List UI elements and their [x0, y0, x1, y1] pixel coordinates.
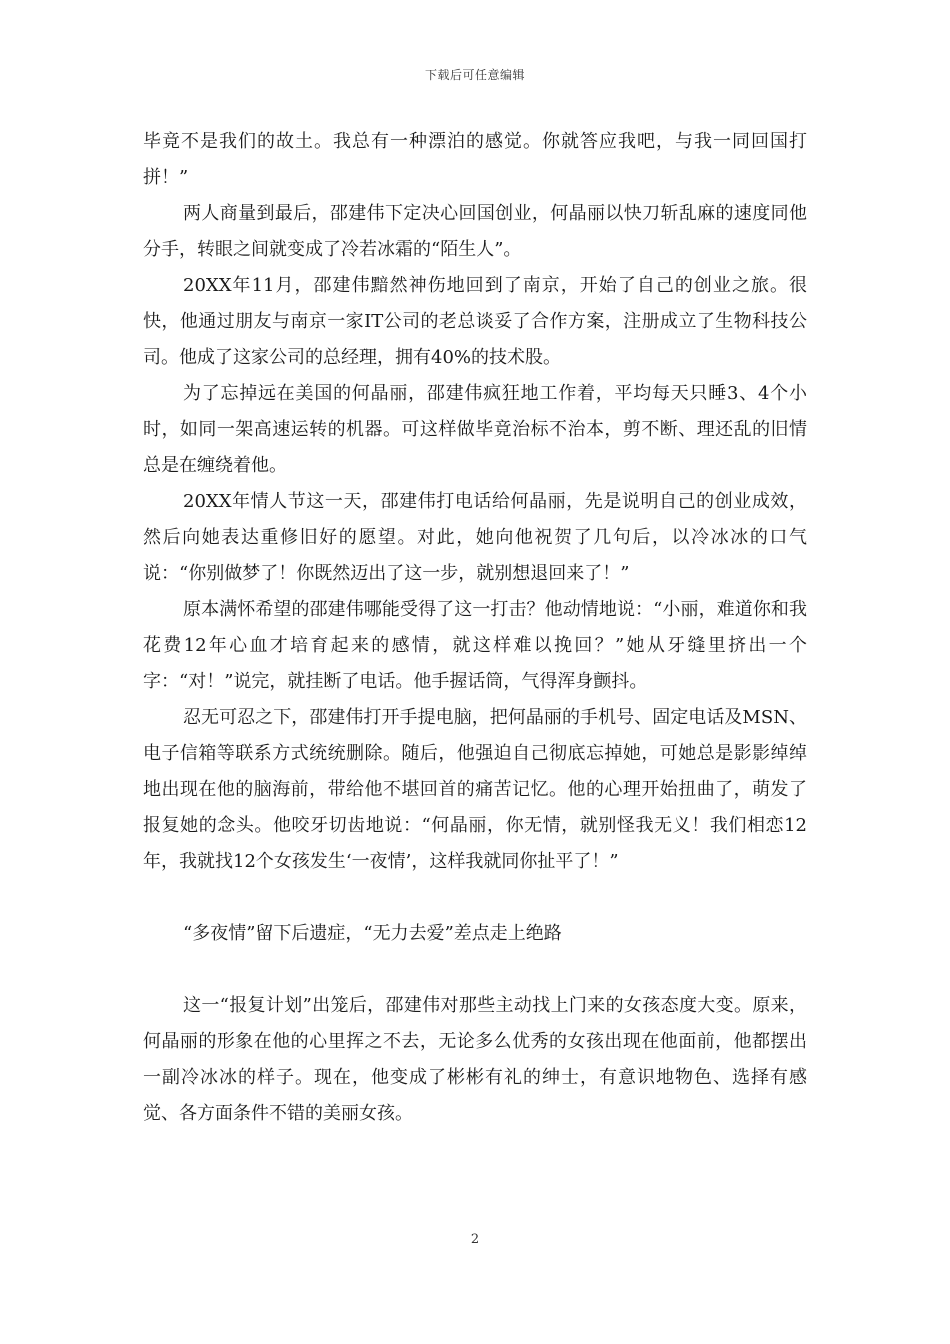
- paragraph: 两人商量到最后，邵建伟下定决心回国创业，何晶丽以快刀斩乱麻的速度同他分手，转眼之间就变成了冷若冰霜的“陌生人”。: [143, 203, 807, 260]
- page-header: 下载后可任意编辑: [424, 68, 525, 82]
- section-heading: “多夜情”留下后遗症，“无力去爱”差点走上绝路: [183, 923, 562, 944]
- paragraph: 为了忘掉远在美国的何晶丽，邵建伟疯狂地工作着，平均每天只睡3、4个小时，如同一架高速运转的机器。可这样做毕竟治标不治本，剪不断、理还乱的旧情总是在缠绕着他。: [143, 383, 807, 476]
- document-body: [143, 124, 807, 1132]
- paragraph: 毕竟不是我们的故土。我总有一种漂泊的感觉。你就答应我吧，与我一同回国打拼！”: [143, 131, 807, 188]
- paragraph: 20XX年11月，邵建伟黯然神伤地回到了南京，开始了自己的创业之旅。很快，他通过朋友与南京一家IT公司的老总谈妥了合作方案，注册成立了生物科技公司。他成了这家公司的总经理，拥有40%的技术股。: [143, 275, 807, 368]
- paragraph: 这一“报复计划”出笼后，邵建伟对那些主动找上门来的女孩态度大变。原来，何晶丽的形象在他的心里挥之不去，无论多么优秀的女孩出现在他面前，他都摆出一副冷冰冰的样子。现在，他变成了彬彬有礼的绅士，有意识地物色、选择有感觉、各方面条件不错的美丽女孩。: [143, 995, 807, 1124]
- page-number: 2: [470, 1232, 480, 1247]
- paragraph: 忍无可忍之下，邵建伟打开手提电脑，把何晶丽的手机号、固定电话及MSN、电子信箱等联系方式统统删除。随后，他强迫自己彻底忘掉她，可她总是影影绰绰地出现在他的脑海前，带给他不堪回首的痛苦记忆。他的心理开始扭曲了，萌发了报复她的念头。他咬牙切齿地说：“何晶丽，你无情，就别怪我无义！我们相恋12年，我就找12个女孩发生‘一夜情’，这样我就同你扯平了！”: [143, 707, 807, 872]
- paragraph: 原本满怀希望的邵建伟哪能受得了这一打击？他动情地说：“小丽，难道你和我花费12年心血才培育起来的感情，就这样难以挽回？”她从牙缝里挤出一个字：“对！”说完，就挂断了电话。他手握话筒，气得浑身颤抖。: [143, 599, 807, 692]
- paragraph: 20XX年情人节这一天，邵建伟打电话给何晶丽，先是说明自己的创业成效，然后向她表达重修旧好的愿望。对此，她向他祝贺了几句后，以冷冰冰的口气说：“你别做梦了！你既然迈出了这一步，就别想退回来了！”: [143, 491, 807, 584]
